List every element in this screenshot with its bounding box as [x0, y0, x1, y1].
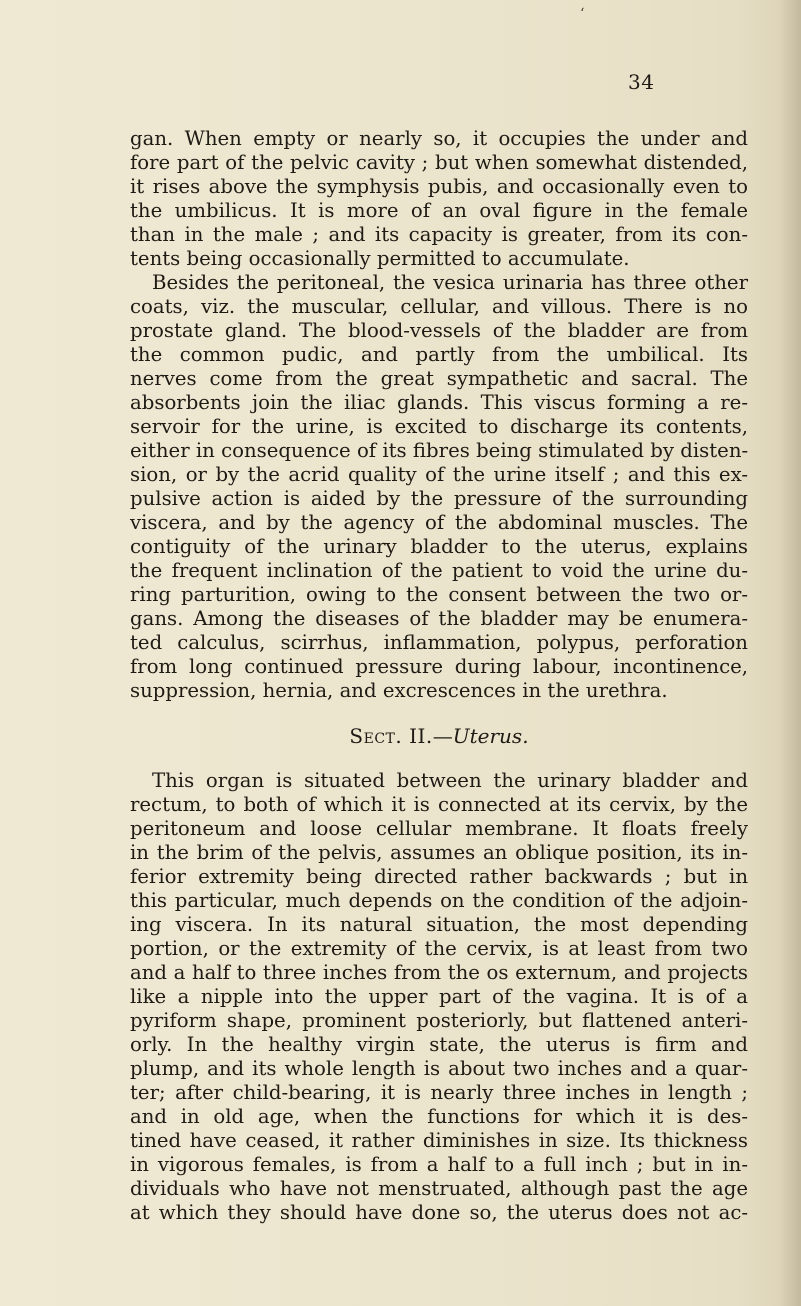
section-heading [130, 724, 748, 748]
text-line: and a half to three inches from the os externum, and projects [130, 961, 748, 984]
text-line: sion, or by the acrid quality of the urine itself ; and this ex- [130, 463, 748, 486]
text-line: pulsive action is aided by the pressure of the surrounding [130, 487, 748, 510]
text-line: at which they should have done so, the uterus does not ac- [130, 1201, 748, 1224]
text-line: servoir for the urine, is excited to discharge its contents, [130, 415, 748, 438]
text-line: prostate gland. The blood-vessels of the bladder are from [130, 319, 748, 342]
text-line: fore part of the pelvic cavity ; but when somewhat distended, [130, 151, 748, 174]
text-line: in vigorous females, is from a half to a full inch ; but in in- [130, 1153, 748, 1176]
text-line: ring parturition, owing to the consent between the two or- [130, 583, 748, 606]
text-line: ing viscera. In its natural situation, the most depending [130, 913, 748, 936]
text-line: gans. Among the diseases of the bladder may be enumera- [130, 607, 748, 630]
text-line: in the brim of the pelvis, assumes an oblique position, its in- [130, 841, 748, 864]
text-line: Besides the peritoneal, the vesica urinaria has three other [152, 271, 748, 294]
page-edge-shadow [779, 0, 801, 1306]
text-line: it rises above the symphysis pubis, and occasionally even to [130, 175, 748, 198]
text-line: portion, or the extremity of the cervix, is at least from two [130, 937, 748, 960]
text-line: ferior extremity being directed rather backwards ; but in [130, 865, 748, 888]
page-number: 34 [628, 70, 655, 94]
text-line: viscera, and by the agency of the abdominal muscles. The [130, 511, 748, 534]
text-line: tined have ceased, it rather diminishes in size. Its thickness [130, 1129, 748, 1152]
text-line: coats, viz. the muscular, cellular, and villous. There is no [130, 295, 748, 318]
text-line: pyriform shape, prominent posteriorly, but flattened anteri- [130, 1009, 748, 1032]
text-line: this particular, much depends on the condition of the adjoin- [130, 889, 748, 912]
text-line: ted calculus, scirrhus, inflammation, polypus, perforation [130, 631, 748, 654]
text-line: contiguity of the urinary bladder to the uterus, explains [130, 535, 748, 558]
text-line: orly. In the healthy virgin state, the uterus is firm and [130, 1033, 748, 1056]
text-line: dividuals who have not menstruated, although past the age [130, 1177, 748, 1200]
section-dash: — [432, 724, 453, 748]
text-line: absorbents join the iliac glands. This viscus forming a re- [130, 391, 748, 414]
text-line: from long continued pressure during labour, incontinence, [130, 655, 748, 678]
text-line: This organ is situated between the urinary bladder and [152, 769, 748, 792]
text-line: tents being occasionally permitted to accumulate. [130, 247, 630, 270]
text-line: peritoneum and loose cellular membrane. It floats freely [130, 817, 748, 840]
section-title: Uterus. [452, 724, 529, 748]
text-line: the frequent inclination of the patient to void the urine du- [130, 559, 748, 582]
text-line: the umbilicus. It is more of an oval figure in the female [130, 199, 748, 222]
top-mark: ‘ [580, 6, 585, 22]
text-line: the common pudic, and partly from the umbilical. Its [130, 343, 748, 366]
text-line: than in the male ; and its capacity is greater, from its con- [130, 223, 748, 246]
text-line: gan. When empty or nearly so, it occupies the under and [130, 127, 748, 150]
text-line: ter; after child-bearing, it is nearly three inches in length ; [130, 1081, 748, 1104]
text-line: and in old age, when the functions for which it is des- [130, 1105, 748, 1128]
text-line: nerves come from the great sympathetic and sacral. The [130, 367, 748, 390]
text-line: either in consequence of its fibres being stimulated by disten- [130, 439, 749, 462]
text-line: like a nipple into the upper part of the vagina. It is of a [130, 985, 748, 1008]
text-line: rectum, to both of which it is connected at its cervix, by the [130, 793, 748, 816]
text-line: suppression, hernia, and excrescences in the urethra. [130, 679, 668, 702]
text-line: plump, and its whole length is about two inches and a quar- [130, 1057, 748, 1080]
section-label: Sect. II. [349, 724, 433, 748]
